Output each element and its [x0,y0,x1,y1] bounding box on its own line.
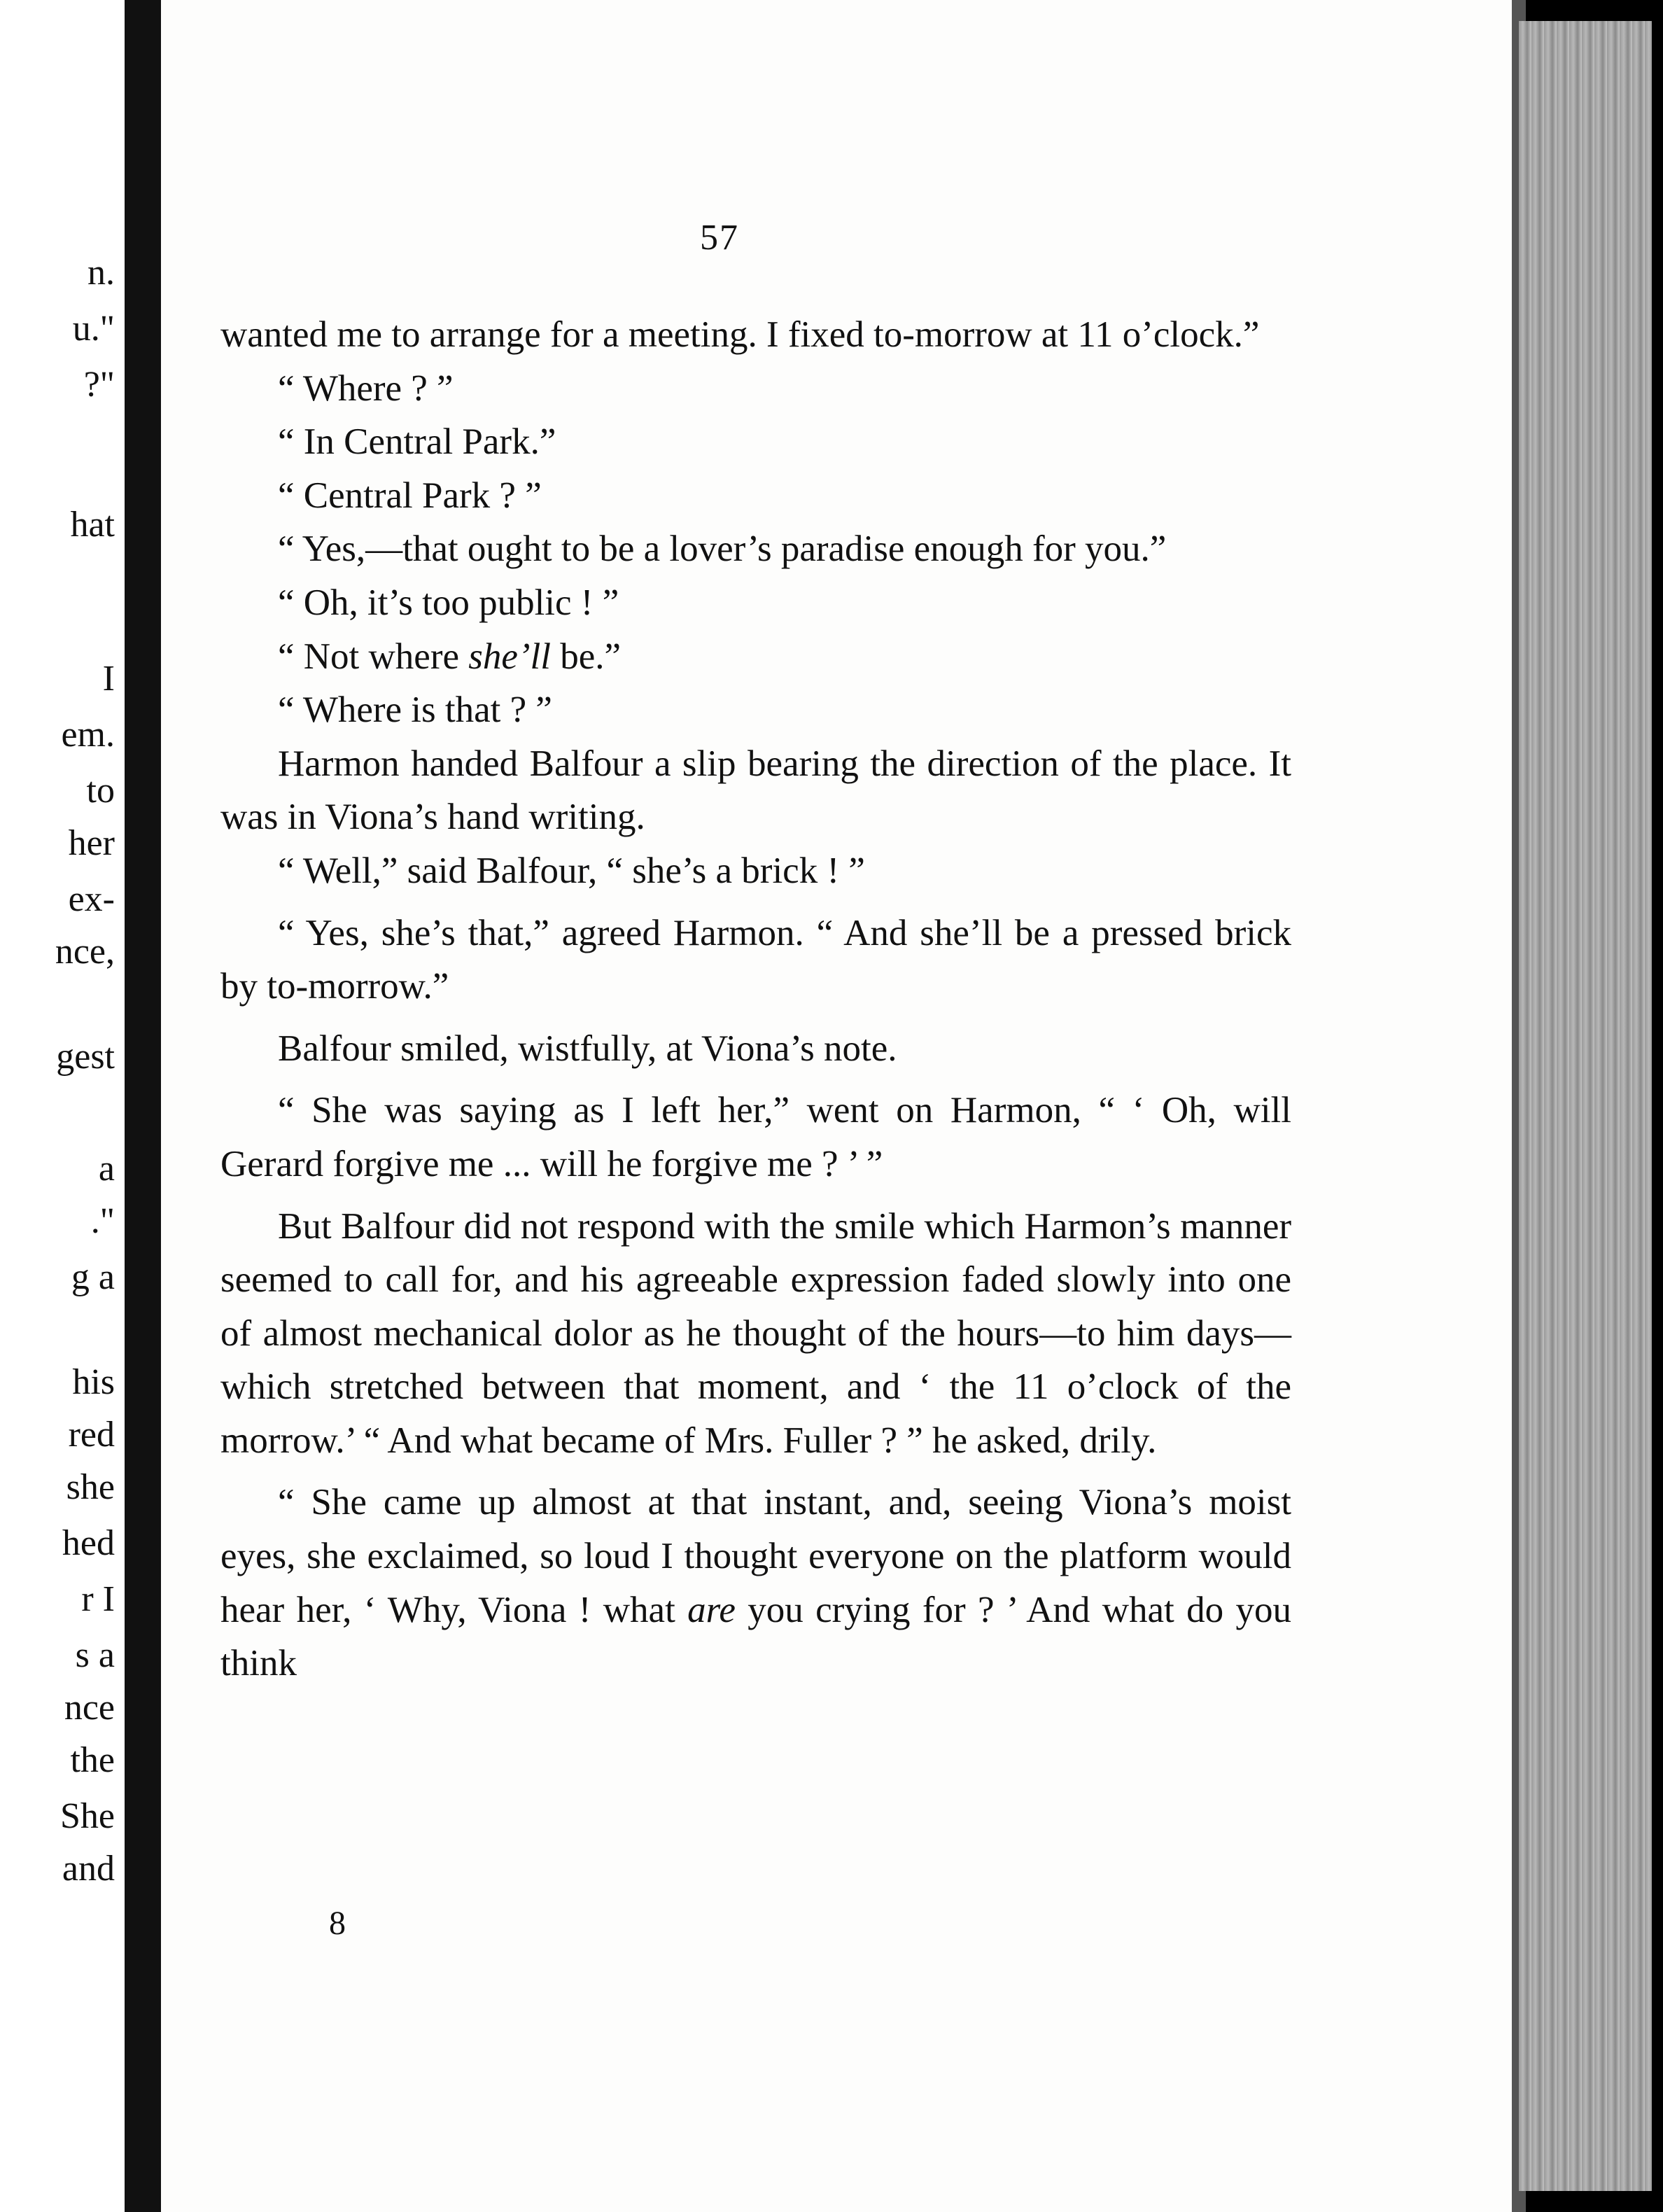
paragraph: “ She was saying as I left her,” went on Harmon, “ ‘ Oh, will Gerard forgive me ... will he forgive me ? ’ ” [220,1090,1291,1184]
facing-page-text: her [68,823,115,863]
facing-page-text: I [102,659,115,699]
italic-emphasis: she’ll [468,636,551,677]
paragraph: “ She came up almost at that instant, and, seeing Viona’s moist eyes, she exclaimed, so loud I thought everyone on the platform would hear her, ‘ Why, Viona ! what are you crying for ? ’ And what do you think [220,1482,1291,1684]
paragraph: “ Yes, she’s that,” agreed Harmon. “ And she’ll be a pressed brick by to-morrow.” [220,912,1291,1007]
paragraph: “ Well,” said Balfour, “ she’s a brick ! ” [278,850,865,891]
paragraph: “ Where ? ” [278,368,454,409]
facing-page-text: s a [75,1635,115,1675]
paragraph: “ In Central Park.” [278,421,556,463]
facing-page-text: gest [56,1037,115,1077]
facing-page-text: She [60,1796,115,1836]
signature-mark: 8 [329,1905,346,1942]
paragraph: Balfour smiled, wistfully, at Viona’s note. [278,1028,897,1069]
paragraph: “ Central Park ? ” [278,475,542,516]
facing-page-text: red [68,1415,115,1455]
facing-page-text: ." [90,1201,115,1241]
paragraph: “ Oh, it’s too public ! ” [278,582,619,623]
facing-page-text: his [72,1362,115,1402]
page-number: 57 [700,218,739,258]
page-edges [1519,21,1652,2191]
book-gutter [125,0,161,2212]
facing-page-text: u." [72,309,115,349]
facing-page-text: n. [87,253,115,293]
facing-page-text: the [70,1740,115,1780]
paragraph: Harmon handed Balfour a slip bearing the direction of the place. It was in Viona’s hand writing. [220,743,1291,838]
facing-page-text: hat [70,505,115,545]
facing-page-text: ?" [83,365,115,405]
facing-page-text: hed [62,1523,115,1563]
paragraph: But Balfour did not respond with the smile which Harmon’s manner seemed to call for, and his agreeable expression faded slowly into one of almost mechanical dolor as he thought of the hours—to him days—which stretched between that moment, and ‘ the 11 o’clock of the morrow.’ “ And what became of Mrs. Fuller ? ” he asked, drily. [220,1205,1291,1461]
facing-page-text: em. [61,715,115,755]
facing-page-text: ex- [68,879,115,919]
facing-page-text: g a [71,1257,115,1297]
facing-page-text: and [62,1849,115,1889]
facing-page-text: nce, [55,932,115,972]
facing-page-text: a [98,1149,115,1189]
body-text [220,308,1291,1690]
facing-page-text: r I [81,1579,115,1619]
paragraph: wanted me to arrange for a meeting. I fixed to-morrow at 11 o’clock.” [220,314,1260,355]
italic-emphasis: are [687,1589,736,1630]
facing-page-fragment [0,0,125,2212]
facing-page-text: nce [64,1688,115,1728]
facing-page-text: she [66,1467,115,1507]
facing-page-text: to [86,771,115,811]
paragraph: “ Not where she’ll be.” [278,636,622,677]
paragraph: “ Where is that ? ” [278,690,552,731]
paragraph: “ Yes,—that ought to be a lover’s paradise enough for you.” [278,528,1167,570]
